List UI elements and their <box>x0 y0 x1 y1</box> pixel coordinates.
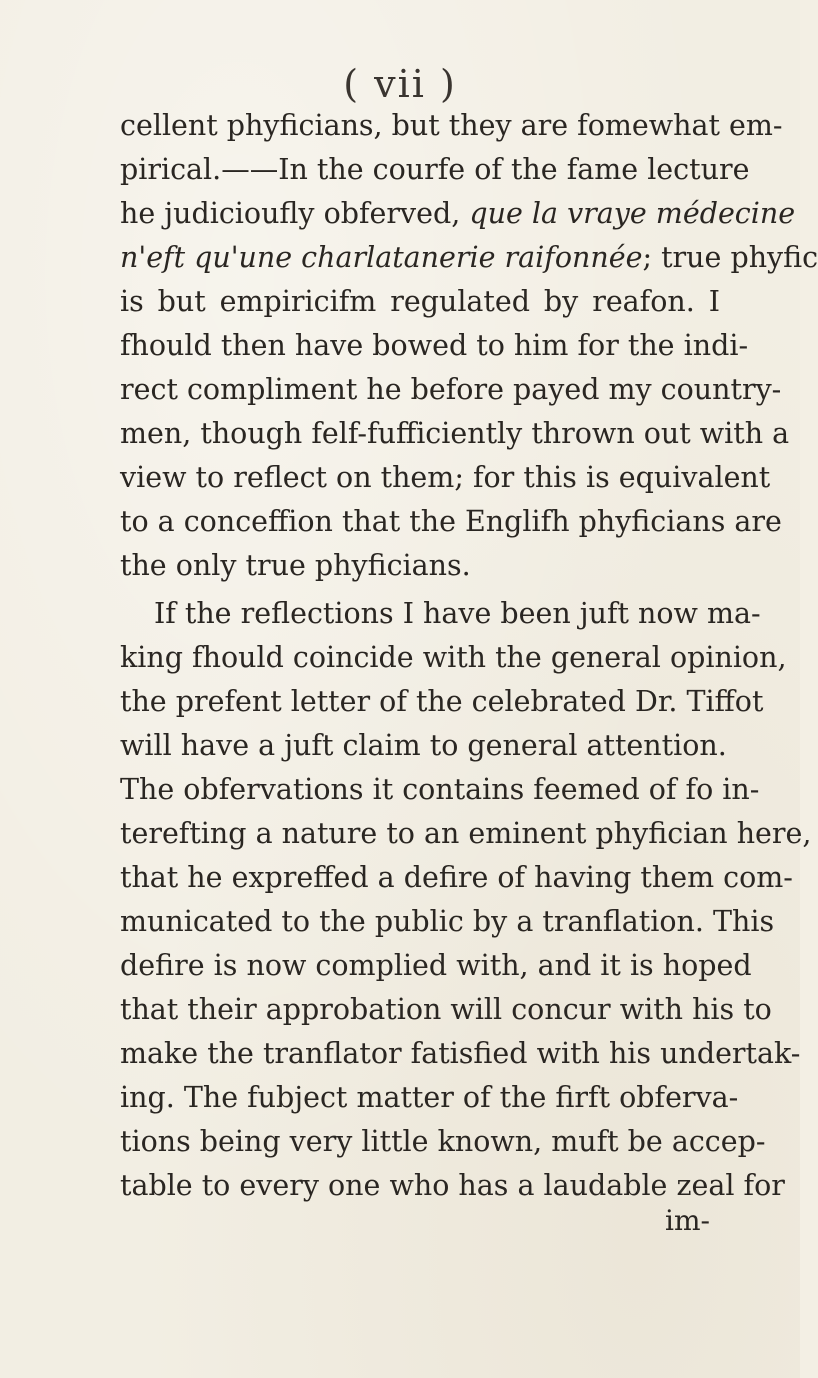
text-line: king fhould coincide with the general opinion, <box>120 641 787 674</box>
text-line: tions being very little known, muft be accep- <box>120 1125 766 1158</box>
text-line: view to reflect on them; for this is equivalent <box>120 461 771 494</box>
text-line: cellent phyficians, but they are fomewhat em- <box>120 109 783 142</box>
text-line: the prefent letter of the celebrated Dr. Tiffot <box>120 685 764 718</box>
text-line: rect compliment he before payed my country- <box>120 373 782 406</box>
text-line: that their approbation will concur with his to <box>120 993 772 1026</box>
text-line-mixed <box>120 192 796 236</box>
text-span: he judicioufly obferved, <box>120 197 461 230</box>
italic-span: que la vraye médecine <box>469 197 796 230</box>
page-number: ( vii ) <box>343 62 457 106</box>
text-line: pirical.——In the courfe of the fame lecture <box>120 153 750 186</box>
italic-span: n'eft qu'une charlatanerie raifonnée <box>120 241 643 274</box>
text-line: will have a juft claim to general attention. <box>120 729 727 762</box>
body-text <box>120 104 818 1208</box>
text-line: table to every one who has a laudable zeal for <box>120 1169 785 1202</box>
text-line: make the tranflator fatisfied with his undertak- <box>120 1037 801 1070</box>
text-line: terefting a nature to an eminent phyfician here, <box>120 817 812 850</box>
text-line-mixed <box>120 236 818 280</box>
text-line: is but empiricifm regulated by reafon. I <box>120 285 720 318</box>
text-line: If the reflections I have been juft now ma- <box>154 597 761 630</box>
text-line: The obfervations it contains feemed of fo in- <box>120 773 760 806</box>
text-line: the only true phyficians. <box>120 549 471 582</box>
catchword: im- <box>665 1204 710 1237</box>
text-line: men, though felf-fufficiently thrown out with a <box>120 417 790 450</box>
text-line: to a conceffion that the Englifh phyficians are <box>120 505 782 538</box>
text-line: municated to the public by a tranflation. This <box>120 905 775 938</box>
text-line: fhould then have bowed to him for the indi- <box>120 329 749 362</box>
text-span: ; true phyfic <box>642 241 818 274</box>
text-line: that he expreffed a defire of having them com- <box>120 861 793 894</box>
text-line: defire is now complied with, and it is hoped <box>120 949 752 982</box>
text-line: ing. The fubject matter of the firft obferva- <box>120 1081 739 1114</box>
